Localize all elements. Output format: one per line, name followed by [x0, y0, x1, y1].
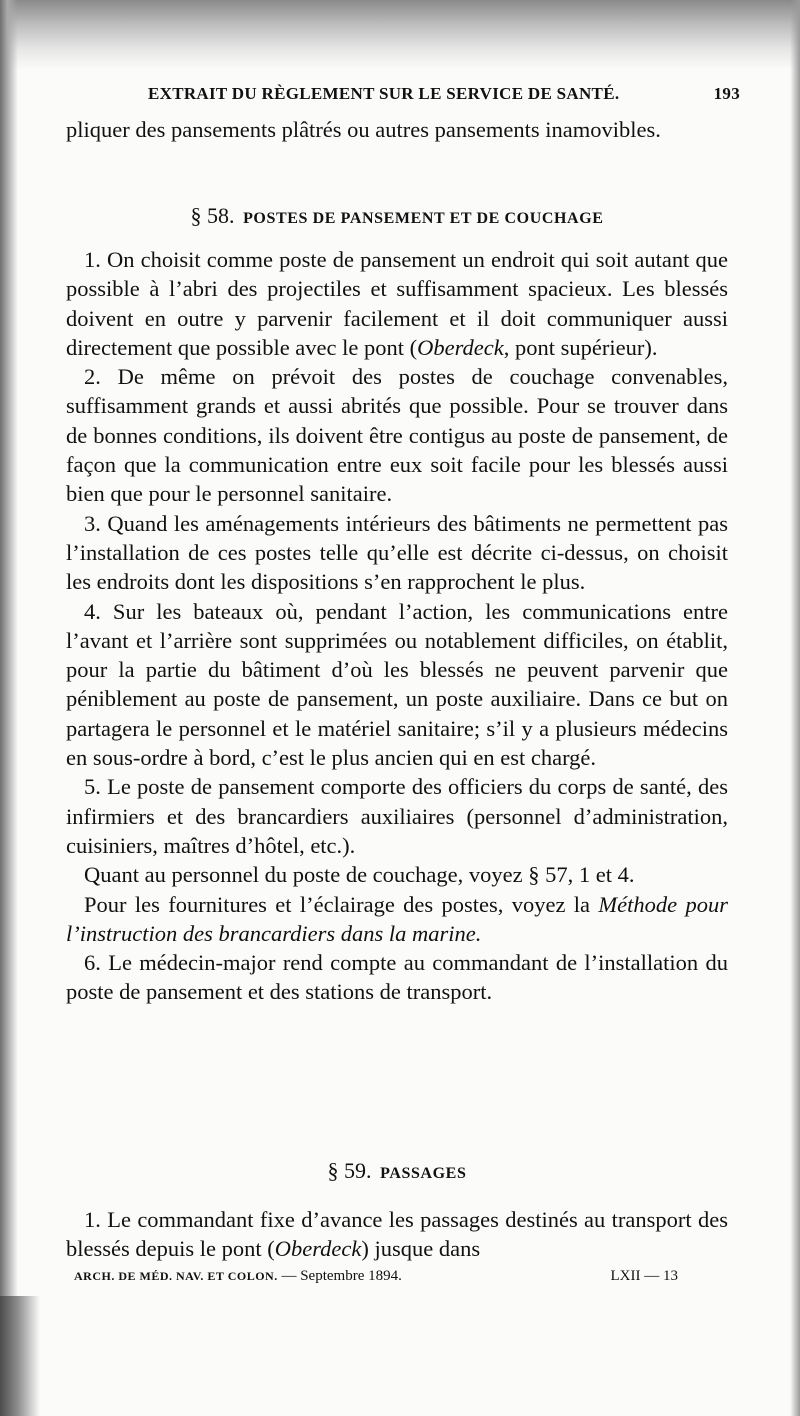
- section-heading-59: [66, 1158, 728, 1184]
- paragraph-2: 2. De même on prévoit des postes de couchage convenables, suffisamment grands et aussi abrités que possible. Pour se trouver dans de bonnes conditions, ils doivent être contigus au poste de pansement, de façon que la communication entre eux soit facile pour les blessés aussi bien que pour le personnel sanitaire.: [66, 364, 728, 507]
- paragraph-4: 4. Sur les bateaux où, pendant l’action, les communications entre l’avant et l’arrière sont supprimées ou notablement difficiles, on établit, pour la partie du bâtiment d’où les blessés ne peuvent parvenir que péniblement au poste de pansement, un poste auxiliaire. Dans ce but on partagera le personnel et le matériel sanitaire; s’il y a plusieurs médecins en sous-ordre à bord, c’est le plus ancien qui en est chargé.: [66, 598, 728, 771]
- paragraph-text: ) jusque dans: [361, 1236, 481, 1262]
- footer-date: — Septembre 1894.: [281, 1268, 402, 1284]
- running-header: [70, 84, 740, 108]
- section-59-body: [66, 1205, 728, 1264]
- running-title: EXTRAIT DU RÈGLEMENT SUR LE SERVICE DE SANTÉ.: [148, 84, 620, 103]
- paragraph-text: 1. Le commandant fixe d’avance les passages destinés au transport des blessés depuis le pont (: [66, 1207, 728, 1262]
- paragraph-text: 1. On choisit comme poste de pansement un endroit qui soit autant que possible à l’abri des projectiles et suffisamment spacieux. Les blessés doivent en outre y parvenir facilement et il doit communiquer aussi directement que possible avec le pont (: [66, 247, 728, 360]
- paragraph-text: , pont supérieur).: [503, 334, 658, 360]
- section-number: § 58.: [190, 203, 235, 228]
- paragraph-continuation: pliquer des pansements plâtrés ou autres pansements inamovibles.: [66, 117, 661, 142]
- section-title: PASSAGES: [380, 1165, 467, 1182]
- continuation-text: [66, 115, 728, 144]
- italic-term: Oberdeck: [417, 334, 504, 360]
- paragraph-6: 6. Le médecin-major rend compte au commandant de l’installation du poste de pansement et des stations de transport.: [66, 950, 728, 1005]
- section-58-body: [66, 245, 728, 1007]
- italic-title: Méthode pour l’instruction des brancardiers dans la marine.: [66, 891, 728, 946]
- paragraph-1: [66, 245, 728, 362]
- section-number: § 59.: [327, 1158, 372, 1183]
- italic-term: Oberdeck: [274, 1236, 362, 1262]
- section-heading-58: [66, 203, 728, 229]
- paragraph-5c: [66, 890, 728, 949]
- footer-volume: LXII — 13: [610, 1268, 678, 1284]
- scan-shadow-bottom-left: [0, 1296, 40, 1416]
- scan-shadow-top: [0, 0, 800, 70]
- footer-journal: [74, 1268, 402, 1285]
- paragraph-3: 3. Quand les aménagements intérieurs des bâtiments ne permettent pas l’installation de ces postes telle qu’elle est décrite ci-dessus, on choisit les endroits dont les dispositions s’en rapprochent le plus.: [66, 510, 728, 595]
- page-footer: [74, 1268, 678, 1290]
- journal-abbreviation: ARCH. DE MÉD. NAV. ET COLON.: [74, 1269, 278, 1283]
- scan-shadow-left: [0, 0, 18, 1416]
- section-title: POSTES DE PANSEMENT ET DE COUCHAGE: [243, 210, 604, 227]
- paragraph-5: 5. Le poste de pansement comporte des officiers du corps de santé, des infirmiers et des brancardiers auxiliaires (personnel d’administration, cuisiniers, maîtres d’hôtel, etc.).: [66, 774, 728, 858]
- page-number: 193: [713, 84, 740, 103]
- paragraph-1: [66, 1205, 728, 1264]
- scan-shadow-right: [790, 0, 800, 1416]
- paragraph-5b: Quant au personnel du poste de couchage, voyez § 57, 1 et 4.: [84, 862, 635, 888]
- paragraph-text: Pour les fournitures et l’éclairage des postes, voyez la: [84, 891, 599, 917]
